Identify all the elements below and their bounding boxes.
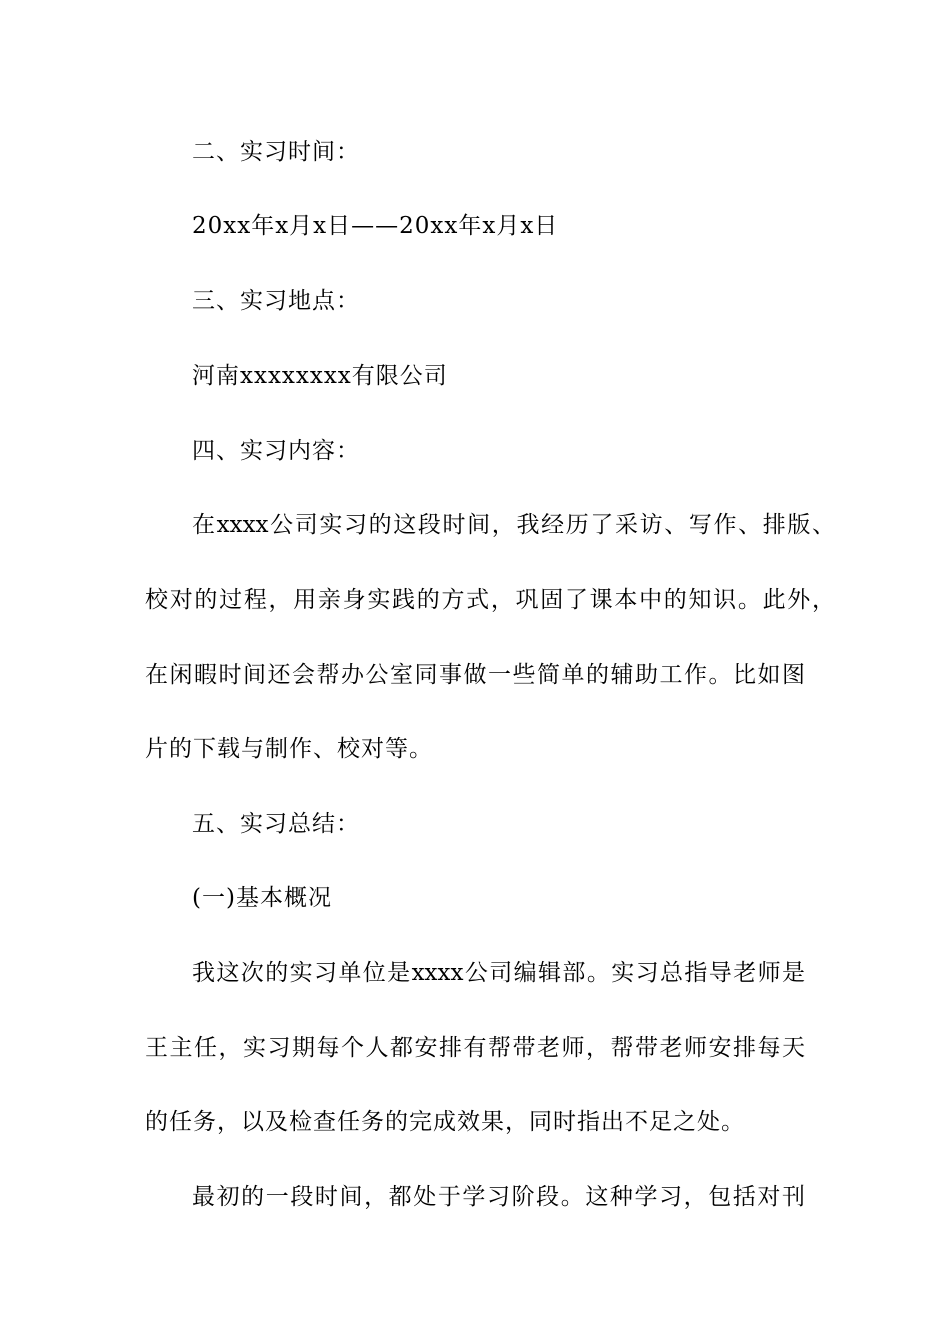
section-heading-internship-location: 三、实习地点：	[192, 288, 360, 314]
internship-date-range: 20xx年x月x日——20xx年x月x日	[192, 213, 559, 239]
section-heading-internship-summary: 五、实习总结：	[192, 811, 360, 837]
section-heading-internship-time: 二、实习时间：	[192, 139, 360, 165]
subsection-heading-overview: (一)基本概况	[192, 885, 332, 911]
paragraph-line: 最初的一段时间，都处于学习阶段。这种学习，包括对刊	[192, 1184, 805, 1210]
internship-location: 河南xxxxxxxx有限公司	[192, 363, 448, 389]
paragraph-line: 在闲暇时间还会帮办公室同事做一些简单的辅助工作。比如图	[145, 662, 805, 688]
paragraph-line: 片的下载与制作、校对等。	[145, 736, 433, 762]
paragraph-line: 校对的过程，用亲身实践的方式，巩固了课本中的知识。此外，	[145, 587, 835, 613]
paragraph-line: 的任务，以及检查任务的完成效果，同时指出不足之处。	[145, 1109, 745, 1135]
paragraph-line: 我这次的实习单位是xxxx公司编辑部。实习总指导老师是	[192, 960, 805, 986]
paragraph-line: 王主任，实习期每个人都安排有帮带老师，帮带老师安排每天	[145, 1035, 805, 1061]
section-heading-internship-content: 四、实习内容：	[192, 438, 360, 464]
paragraph-line: 在xxxx公司实习的这段时间，我经历了采访、写作、排版、	[192, 512, 835, 538]
